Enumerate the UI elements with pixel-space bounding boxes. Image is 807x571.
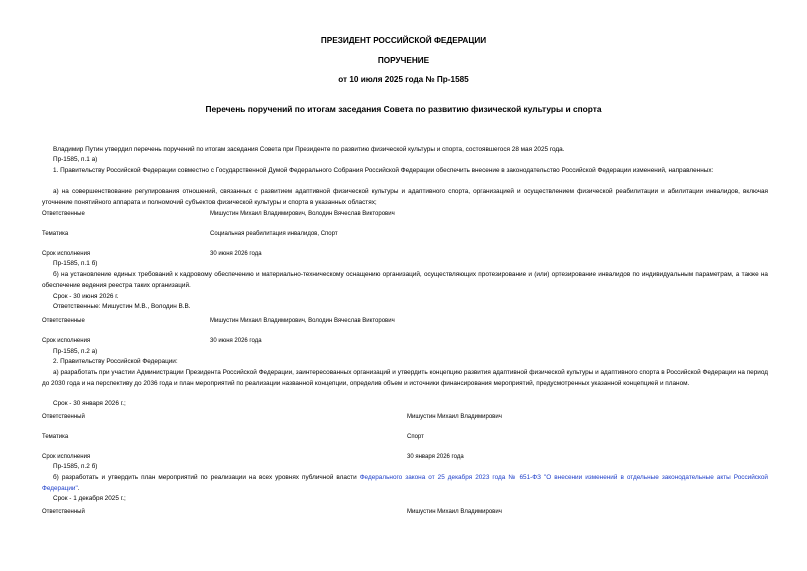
reference-2b: Пр-1585, п.2 б)	[53, 463, 98, 470]
deadline-2a: Срок - 30 января 2026 г.;	[53, 400, 126, 407]
table-1a-deadline-label: Срок исполнения	[42, 251, 91, 257]
table-1a-topic-value: Социальная реабилитация инвалидов, Спорт	[210, 231, 338, 237]
table-1a-resp-label: Ответственные	[42, 211, 85, 217]
paragraph-2b-text: б) разработать и утвердить план мероприятий по реализации на всех уровнях публичной власти	[53, 474, 360, 481]
reference-2a: Пр-1585, п.2 а)	[53, 348, 98, 355]
table-2a-resp-value: Мишустин Михаил Владимирович	[407, 414, 502, 420]
paragraph-1: 1. Правительству Российской Федерации совместно с Государственной Думой Федерального Собрания Российской Федерации обеспечить внесение в законодательство Российской Федерации изменений, направленных:	[53, 167, 714, 174]
document-title: Перечень поручений по итогам заседания Совета по развитию физической культуры и спорта	[205, 104, 602, 114]
paragraph-1a: а) на совершенствование регулирования отношений, связанных с развитием адаптивной физической культуры и адаптивного спорта, организацией и осуществлением физической реабилитации и абилитации инвалидов, включая уточнение понятийного аппарата и полномочий субъектов физической культуры и спорта в указанных областях;	[42, 188, 768, 206]
date-number: от 10 июля 2025 года № Пр-1585	[338, 75, 469, 84]
paragraph-2a: а) разработать при участии Администрации Президента Российской Федерации, заинтересованных организаций и утвердить концепцию развития адаптивной физической культуры и адаптивного спорта в Российской Федерации на период до 2030 года и на перспективу до 2036 года и план мероприятий по реализации названной концепции, определив объем и источники финансирования мероприятий, предусмотренных указанной концепцией и планом.	[42, 369, 768, 387]
paragraph-2b	[42, 473, 768, 494]
paragraph-1b: б) на установление единых требований к кадровому обеспечению и материально-техническому оснащению организаций, осуществляющих протезирование и (или) ортезирование инвалидов по индивидуальным параметрам, а также на обеспечение ведения реестра таких организаций.	[42, 271, 768, 289]
table-2b-resp-value: Мишустин Михаил Владимирович	[407, 509, 502, 515]
table-1b-resp-label: Ответственные	[42, 318, 85, 324]
president-heading: ПРЕЗИДЕНТ РОССИЙСКОЙ ФЕДЕРАЦИИ	[320, 36, 487, 45]
paragraph-2: 2. Правительству Российской Федерации:	[53, 358, 178, 365]
table-2a-resp-label: Ответственный	[42, 414, 85, 420]
table-1b-deadline-value: 30 июня 2026 года	[210, 338, 262, 344]
deadline-2b: Срок - 1 декабря 2025 г.;	[53, 495, 126, 502]
table-2a-topic-label: Тематика	[42, 434, 69, 440]
table-1b-deadline-label: Срок исполнения	[42, 338, 91, 344]
paragraph-2b-end: .	[77, 484, 80, 492]
table-1a-deadline-value: 30 июня 2026 года	[210, 251, 262, 257]
reference-1a: Пр-1585, п.1 а)	[53, 156, 98, 163]
table-2b-resp-label: Ответственный	[42, 509, 85, 515]
table-1a-resp-value: Мишустин Михаил Владимирович, Володин Вячеслав Викторович	[210, 211, 395, 217]
table-2a-deadline-value: 30 января 2026 года	[407, 454, 464, 460]
table-1a-topic-label: Тематика	[42, 231, 69, 237]
federal-law-link[interactable]: Федерального закона от 25 декабря 2023 года № 651-ФЗ "О внесении изменений в отдельные законодательные акты Российской Федерации"	[42, 474, 768, 492]
intro-text: Владимир Путин утвердил перечень поручений по итогам заседания Совета при Президенте по развитию физической культуры и спорта, состоявшегося 28 мая 2025 года.	[53, 146, 565, 153]
table-2a-deadline-label: Срок исполнения	[42, 454, 91, 460]
responsible-1b: Ответственные: Мишустин М.В., Володин В.В.	[53, 303, 191, 310]
document-type: ПОРУЧЕНИЕ	[377, 56, 430, 65]
deadline-1b: Срок - 30 июня 2026 г.	[53, 293, 119, 300]
table-1b-resp-value: Мишустин Михаил Владимирович, Володин Вячеслав Викторович	[210, 318, 395, 324]
reference-1b: Пр-1585, п.1 б)	[53, 260, 98, 267]
table-2a-topic-value: Спорт	[407, 434, 424, 440]
